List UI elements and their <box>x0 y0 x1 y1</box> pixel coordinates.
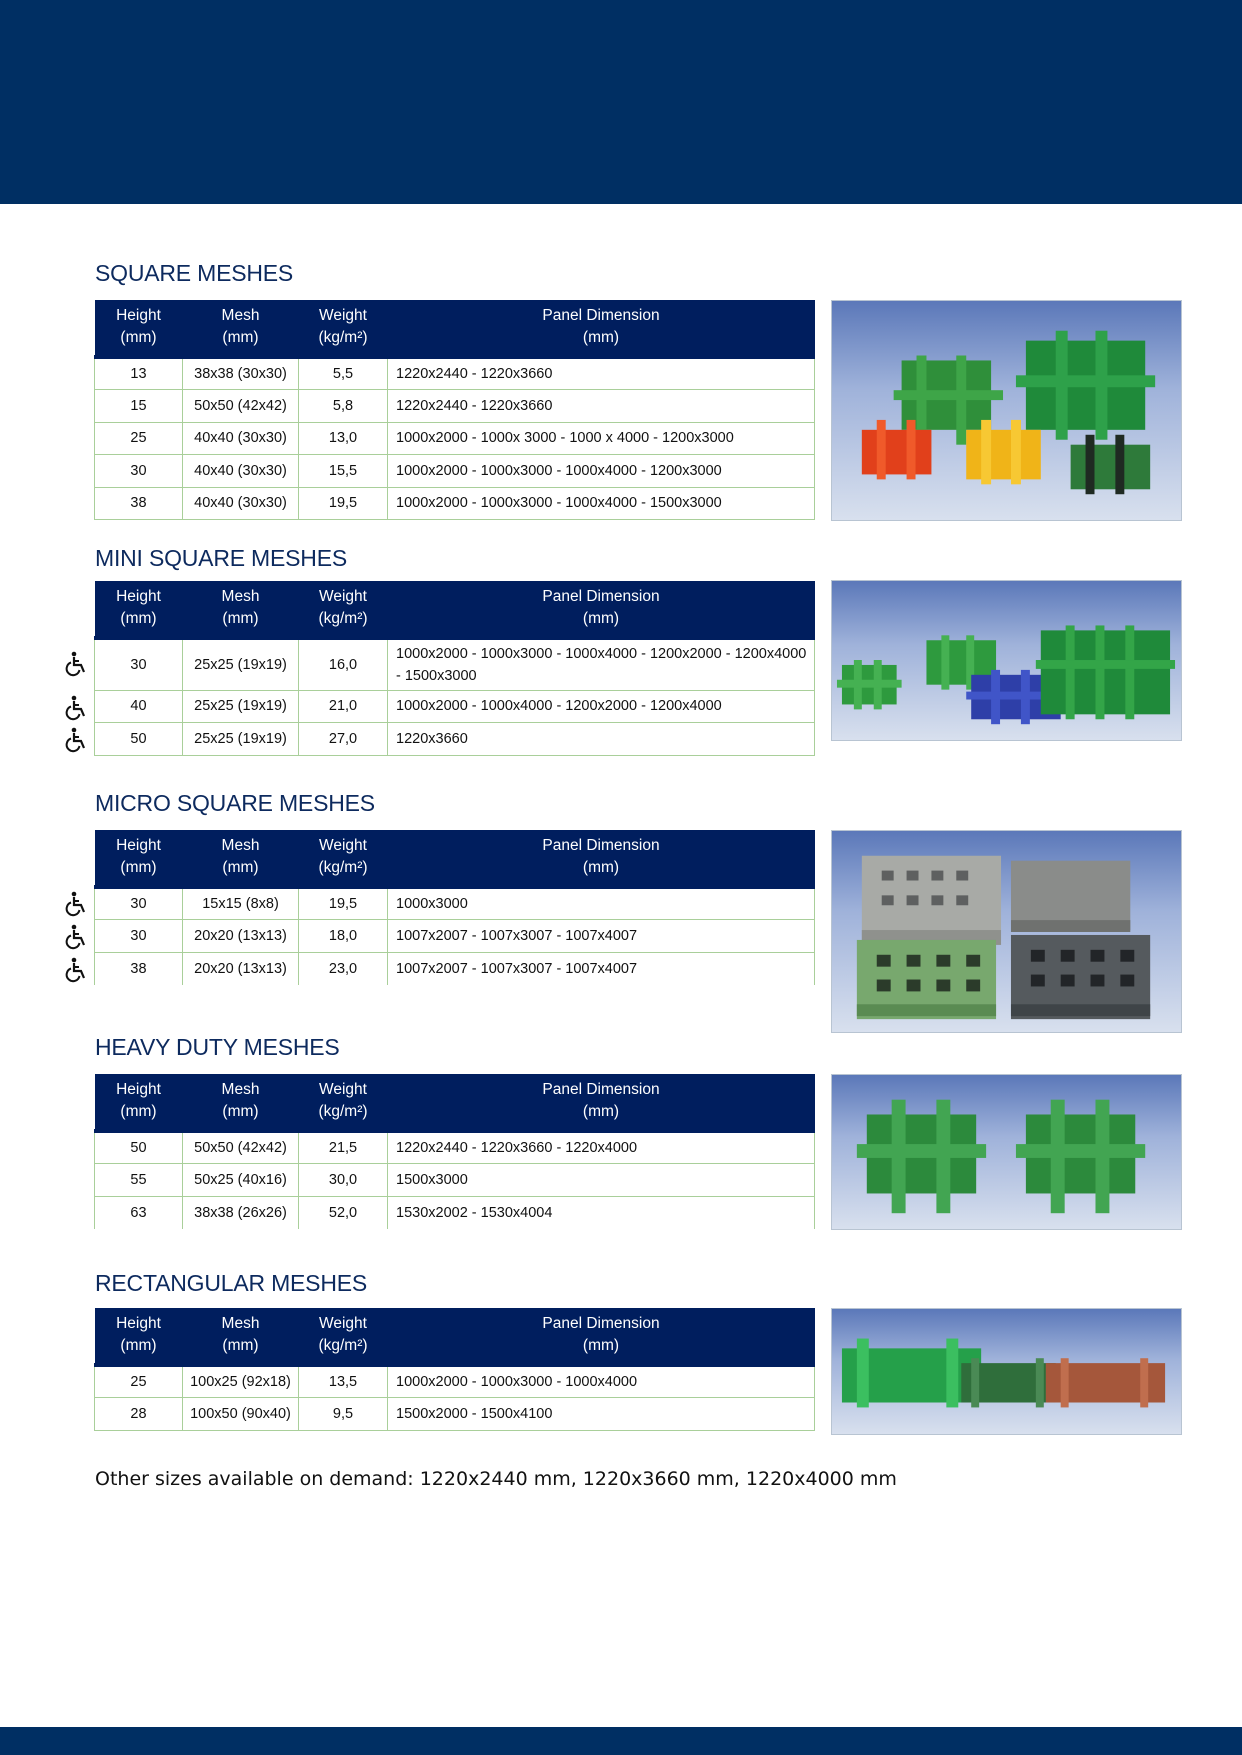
column-header-text: (mm) <box>120 1103 157 1120</box>
table-heavy-duty-meshes <box>94 1074 815 1229</box>
cell-height: 50 <box>95 1131 183 1164</box>
col-header-weight <box>299 581 388 638</box>
cell-height: 25 <box>95 422 183 455</box>
cell-height: 38 <box>95 952 183 985</box>
column-header-text: Weight <box>319 588 367 605</box>
cell-weight: 13,5 <box>299 1365 388 1398</box>
cell-panel-dimension: 1000x2000 - 1000x3000 - 1000x4000 <box>388 1365 815 1398</box>
cell-mesh: 38x38 (30x30) <box>183 357 299 390</box>
table-row <box>95 887 815 920</box>
cell-height: 38 <box>95 487 183 520</box>
table-row <box>95 1365 815 1398</box>
cell-panel-dimension: 1500x3000 <box>388 1164 815 1197</box>
table-row <box>95 1398 815 1431</box>
col-header-mesh <box>183 1308 299 1365</box>
cell-panel-dimension: 1000x2000 - 1000x3000 - 1000x4000 - 1200x3000 <box>388 455 815 488</box>
col-header-weight <box>299 1308 388 1365</box>
cell-weight: 52,0 <box>299 1196 388 1229</box>
cell-mesh: 25x25 (19x19) <box>183 723 299 756</box>
col-header-mesh <box>183 581 299 638</box>
column-header-text: (mm) <box>222 1337 259 1354</box>
table-row <box>95 422 815 455</box>
cell-weight: 13,0 <box>299 422 388 455</box>
cell-height: 15 <box>95 390 183 423</box>
col-header-height <box>95 1074 183 1131</box>
cell-weight: 21,5 <box>299 1131 388 1164</box>
table-row <box>95 1196 815 1229</box>
top-banner <box>0 0 1242 204</box>
photo-heavy-duty-meshes <box>831 1074 1182 1230</box>
table-row <box>95 952 815 985</box>
table-row <box>95 487 815 520</box>
col-header-panel-dimension <box>388 1074 815 1131</box>
column-header-text: (kg/m²) <box>318 859 368 876</box>
photo-mini-square-meshes <box>831 580 1182 741</box>
section-title-rectangular-meshes: RECTANGULAR MESHES <box>95 1270 368 1296</box>
col-header-panel-dimension <box>388 300 815 357</box>
table-mini-square-meshes <box>94 581 815 756</box>
wheelchair-icon <box>64 891 88 917</box>
cell-panel-dimension: 1000x3000 <box>388 887 815 920</box>
cell-mesh: 20x20 (13x13) <box>183 920 299 953</box>
cell-weight: 21,0 <box>299 690 388 723</box>
column-header-text: (mm) <box>120 329 157 346</box>
cell-mesh: 50x50 (42x42) <box>183 1131 299 1164</box>
table-row <box>95 455 815 488</box>
cell-panel-dimension: 1220x2440 - 1220x3660 <box>388 390 815 423</box>
photo-micro-square-meshes <box>831 830 1182 1033</box>
cell-mesh: 38x38 (26x26) <box>183 1196 299 1229</box>
cell-height: 30 <box>95 920 183 953</box>
column-header-text: Mesh <box>221 1081 260 1098</box>
photo-rectangular-meshes <box>831 1308 1182 1435</box>
cell-mesh: 50x50 (42x42) <box>183 390 299 423</box>
cell-height: 30 <box>95 455 183 488</box>
col-header-height <box>95 1308 183 1365</box>
cell-height: 13 <box>95 357 183 390</box>
column-header-text: Mesh <box>221 1315 260 1332</box>
cell-mesh: 25x25 (19x19) <box>183 690 299 723</box>
cell-weight: 15,5 <box>299 455 388 488</box>
cell-height: 40 <box>95 690 183 723</box>
cell-weight: 19,5 <box>299 487 388 520</box>
col-header-weight <box>299 300 388 357</box>
footnote-other-sizes: Other sizes available on demand: 1220x2440 mm, 1220x3660 mm, 1220x4000 mm <box>95 1468 897 1490</box>
column-header-text: (mm) <box>582 859 620 876</box>
table-row <box>95 638 815 690</box>
column-header-text: (mm) <box>582 1103 620 1120</box>
cell-panel-dimension: 1500x2000 - 1500x4100 <box>388 1398 815 1431</box>
cell-panel-dimension: 1007x2007 - 1007x3007 - 1007x4007 <box>388 920 815 953</box>
cell-mesh: 100x50 (90x40) <box>183 1398 299 1431</box>
cell-panel-dimension: 1220x2440 - 1220x3660 - 1220x4000 <box>388 1131 815 1164</box>
column-header-text: Weight <box>319 837 367 854</box>
cell-height: 30 <box>95 887 183 920</box>
cell-weight: 19,5 <box>299 887 388 920</box>
cell-mesh: 50x25 (40x16) <box>183 1164 299 1197</box>
cell-mesh: 15x15 (8x8) <box>183 887 299 920</box>
col-header-height <box>95 581 183 638</box>
col-header-panel-dimension <box>388 830 815 887</box>
table-row <box>95 1164 815 1197</box>
col-header-height <box>95 300 183 357</box>
cell-panel-dimension: 1007x2007 - 1007x3007 - 1007x4007 <box>388 952 815 985</box>
cell-weight: 5,8 <box>299 390 388 423</box>
column-header-text: Weight <box>319 1315 367 1332</box>
column-header-text: (kg/m²) <box>318 329 368 346</box>
col-header-weight <box>299 1074 388 1131</box>
cell-panel-dimension: 1000x2000 - 1000x4000 - 1200x2000 - 1200x4000 <box>388 690 815 723</box>
column-header-text: (mm) <box>222 329 259 346</box>
section-title-square-meshes: SQUARE MESHES <box>95 260 294 286</box>
column-header-text: (mm) <box>120 859 157 876</box>
table-micro-square-meshes <box>94 830 815 985</box>
table-row <box>95 1131 815 1164</box>
cell-weight: 23,0 <box>299 952 388 985</box>
column-header-text: (mm) <box>222 1103 259 1120</box>
col-header-mesh <box>183 300 299 357</box>
table-row <box>95 390 815 423</box>
cell-weight: 16,0 <box>299 638 388 690</box>
cell-mesh: 100x25 (92x18) <box>183 1365 299 1398</box>
column-header-text: Height <box>116 1315 161 1332</box>
column-header-text: Mesh <box>221 588 260 605</box>
table-row <box>95 357 815 390</box>
cell-height: 55 <box>95 1164 183 1197</box>
wheelchair-icon <box>64 651 88 677</box>
column-header-text: (mm) <box>120 610 157 627</box>
cell-weight: 5,5 <box>299 357 388 390</box>
column-header-text: Panel Dimension <box>542 837 660 854</box>
cell-weight: 18,0 <box>299 920 388 953</box>
col-header-weight <box>299 830 388 887</box>
section-title-mini-square-meshes: MINI SQUARE MESHES <box>95 545 347 571</box>
section-title-micro-square-meshes: MICRO SQUARE MESHES <box>95 790 375 816</box>
column-header-text: Mesh <box>221 837 260 854</box>
table-row <box>95 920 815 953</box>
section-title-heavy-duty-meshes: HEAVY DUTY MESHES <box>95 1034 340 1060</box>
column-header-text: Height <box>116 588 161 605</box>
column-header-text: (mm) <box>582 329 620 346</box>
column-header-text: Panel Dimension <box>542 588 660 605</box>
col-header-panel-dimension <box>388 1308 815 1365</box>
cell-panel-dimension: 1530x2002 - 1530x4004 <box>388 1196 815 1229</box>
column-header-text: (mm) <box>582 610 620 627</box>
wheelchair-icon <box>64 924 88 950</box>
column-header-text: Height <box>116 1081 161 1098</box>
cell-panel-dimension: 1000x2000 - 1000x3000 - 1000x4000 - 1500x3000 <box>388 487 815 520</box>
cell-height: 30 <box>95 638 183 690</box>
column-header-text: Height <box>116 837 161 854</box>
cell-height: 28 <box>95 1398 183 1431</box>
table-row <box>95 690 815 723</box>
column-header-text: Weight <box>319 1081 367 1098</box>
column-header-text: Panel Dimension <box>542 307 660 324</box>
column-header-text: Mesh <box>221 307 260 324</box>
table-square-meshes <box>94 300 815 520</box>
cell-panel-dimension: 1220x2440 - 1220x3660 <box>388 357 815 390</box>
cell-panel-dimension: 1220x3660 <box>388 723 815 756</box>
cell-mesh: 40x40 (30x30) <box>183 422 299 455</box>
column-header-text: (kg/m²) <box>318 610 368 627</box>
column-header-text: (kg/m²) <box>318 1103 368 1120</box>
column-header-text: (kg/m²) <box>318 1337 368 1354</box>
cell-panel-dimension: 1000x2000 - 1000x 3000 - 1000 x 4000 - 1200x3000 <box>388 422 815 455</box>
cell-height: 50 <box>95 723 183 756</box>
cell-mesh: 40x40 (30x30) <box>183 487 299 520</box>
col-header-mesh <box>183 830 299 887</box>
wheelchair-icon <box>64 727 88 753</box>
cell-weight: 27,0 <box>299 723 388 756</box>
wheelchair-icon <box>64 695 88 721</box>
column-header-text: Panel Dimension <box>542 1315 660 1332</box>
col-header-height <box>95 830 183 887</box>
cell-weight: 9,5 <box>299 1398 388 1431</box>
cell-mesh: 25x25 (19x19) <box>183 638 299 690</box>
cell-mesh: 40x40 (30x30) <box>183 455 299 488</box>
column-header-text: (mm) <box>222 610 259 627</box>
column-header-text: (mm) <box>120 1337 157 1354</box>
wheelchair-icon <box>64 957 88 983</box>
column-header-text: Panel Dimension <box>542 1081 660 1098</box>
cell-weight: 30,0 <box>299 1164 388 1197</box>
col-header-panel-dimension <box>388 581 815 638</box>
cell-mesh: 20x20 (13x13) <box>183 952 299 985</box>
cell-height: 63 <box>95 1196 183 1229</box>
cell-panel-dimension: 1000x2000 - 1000x3000 - 1000x4000 - 1200x2000 - 1200x4000 - 1500x3000 <box>388 638 815 690</box>
bottom-bar <box>0 1727 1242 1755</box>
table-rectangular-meshes <box>94 1308 815 1431</box>
column-header-text: Height <box>116 307 161 324</box>
column-header-text: (mm) <box>222 859 259 876</box>
photo-square-meshes <box>831 300 1182 521</box>
cell-height: 25 <box>95 1365 183 1398</box>
table-row <box>95 723 815 756</box>
column-header-text: Weight <box>319 307 367 324</box>
column-header-text: (mm) <box>582 1337 620 1354</box>
col-header-mesh <box>183 1074 299 1131</box>
